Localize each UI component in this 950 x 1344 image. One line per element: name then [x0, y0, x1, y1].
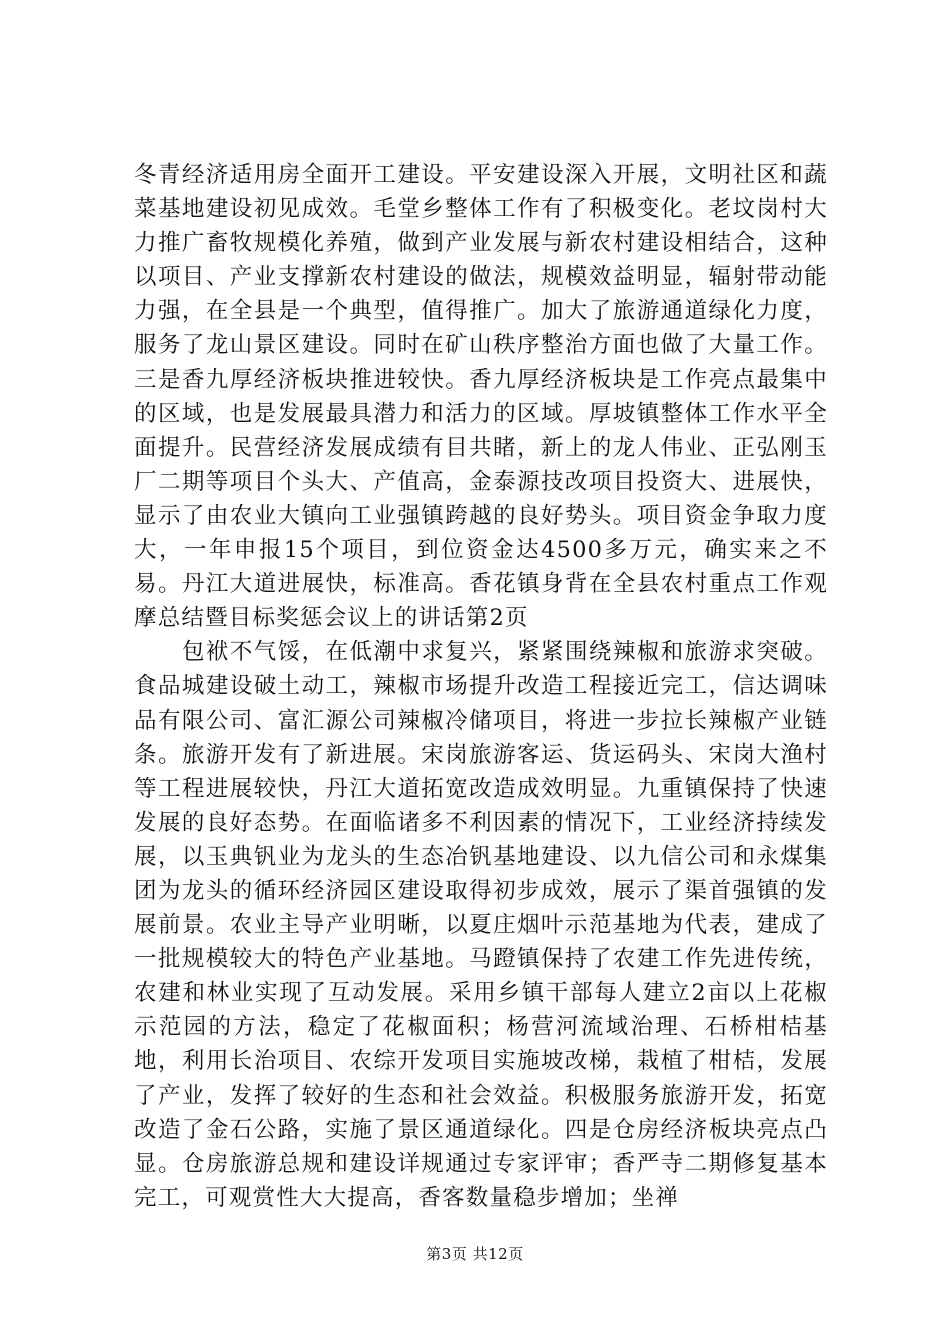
- paragraph-2: 包袱不气馁，在低潮中求复兴，紧紧围绕辣椒和旅游求突破。食品城建设破土动工，辣椒市场提升改造工程接近完工，信达调味品有限公司、富汇源公司辣椒冷储项目，将进一步拉长辣椒产业链条。旅游开发有了新进展。宋岗旅游客运、货运码头、宋岗大渔村等工程进展较快，丹江大道拓宽改造成效明显。九重镇保持了快速发展的良好态势。在面临诸多不利因素的情况下，工业经济持续发展，以玉典钒业为龙头的生态冶钒基地建设、以九信公司和永煤集团为龙头的循环经济园区建设取得初步成效，展示了渠首强镇的发展前景。农业主导产业明晰，以夏庄烟叶示范基地为代表，建成了一批规模较大的特色产业基地。马蹬镇保持了农建工作先进传统，农建和林业实现了互动发展。采用乡镇干部每人建立2亩以上花椒示范园的方法，稳定了花椒面积；杨营河流域治理、石桥柑桔基地，利用长治项目、农综开发项目实施坡改梯，栽植了柑桔，发展了产业，发挥了较好的生态和社会效益。积极服务旅游开发，拓宽改造了金石公路，实施了景区通道绿化。四是仓房经济板块亮点凸显。仓房旅游总规和建设详规通过专家评审；香严寺二期修复基本完工，可观赏性大大提高，香客数量稳步增加；坐禅: [134, 639, 828, 1211]
- page-number-footer: 第3页 共12页: [426, 1245, 524, 1263]
- paragraph-1: 冬青经济适用房全面开工建设。平安建设深入开展，文明社区和蔬菜基地建设初见成效。毛堂乡整体工作有了积极变化。老坟岗村大力推广畜牧规模化养殖，做到产业发展与新农村建设相结合，这种以项目、产业支撑新农村建设的做法，规模效益明显，辐射带动能力强，在全县是一个典型，值得推广。加大了旅游通道绿化力度，服务了龙山景区建设。同时在矿山秩序整治方面也做了大量工作。三是香九厚经济板块推进较快。香九厚经济板块是工作亮点最集中的区域，也是发展最具潜力和活力的区域。厚坡镇整体工作水平全面提升。民营经济发展成绩有目共睹，新上的龙人伟业、正弘刚玉厂二期等项目个头大、产值高，金泰源技改项目投资大、进展快，显示了由农业大镇向工业强镇跨越的良好势头。项目资金争取力度大，一年申报15个项目，到位资金达4500多万元，确实来之不易。丹江大道进展快，标准高。香花镇身背在全县农村重点工作观摩总结暨目标奖惩会议上的讲话第2页: [134, 162, 828, 632]
- body-text: [134, 158, 828, 1215]
